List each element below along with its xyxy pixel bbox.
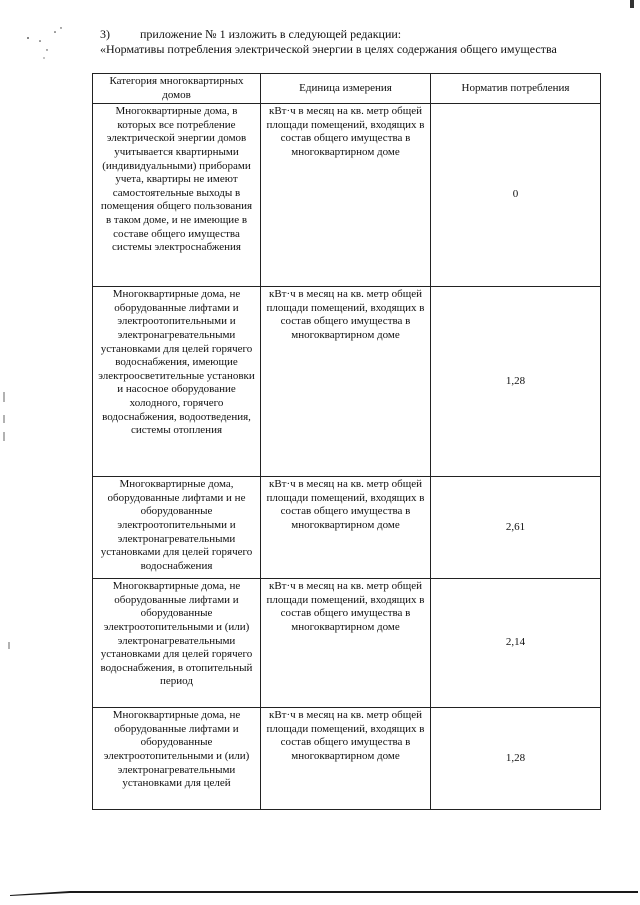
appendix-title-line: «Нормативы потребления электрической энергии в целях содержания общего имущества	[100, 42, 557, 56]
category-cell: Многоквартирные дома, не оборудованные лифтами и оборудованные электроотопительными и (или) электронагревательными установками для целей горячего водоснабжения, в отопительный период	[93, 579, 261, 708]
unit-cell: кВт·ч в месяц на кв. метр общей площади помещений, входящих в состав общего имущества в многоквартирном доме	[261, 287, 431, 477]
unit-cell: кВт·ч в месяц на кв. метр общей площади помещений, входящих в состав общего имущества в многоквартирном доме	[261, 477, 431, 579]
bottom-scan-edge	[10, 890, 638, 896]
norm-value-cell: 2,61	[431, 477, 601, 579]
norm-value-cell: 0	[431, 104, 601, 287]
scan-corner-mark	[630, 0, 634, 8]
category-cell: Многоквартирные дома, в которых все потребление электрической энергии домов учитывается квартирными (индивидуальными) приборами учета, квартиры не имеют самостоятельные выходы в помещения общего пользования в таком доме, и не имеющие в составе общего имущества системы электроснабжения	[93, 104, 261, 287]
category-cell: Многоквартирные дома, не оборудованные лифтами и оборудованные электроотопительными и (или) электронагревательными установками для целей	[93, 708, 261, 810]
category-cell: Многоквартирные дома, оборудованные лифтами и не оборудованные электроотопительными и электронагревательными установками для целей горячего водоснабжения	[93, 477, 261, 579]
scan-speck	[27, 37, 29, 39]
item-number: 3)	[100, 27, 110, 41]
scan-speck	[46, 49, 47, 50]
header-norm: Норматив потребления	[431, 74, 601, 104]
category-cell: Многоквартирные дома, не оборудованные лифтами и электроотопительными и электронагревательными установками для целей горячего водоснабжения, имеющие электроосветительные установки и насосное оборудование холодного, горячего водоснабжения, водоотведения, системы отопления	[93, 287, 261, 477]
scan-speck	[60, 27, 61, 28]
scan-speck	[39, 40, 41, 42]
header-unit: Единица измерения	[261, 74, 431, 104]
unit-cell: кВт·ч в месяц на кв. метр общей площади помещений, входящих в состав общего имущества в многоквартирном доме	[261, 104, 431, 287]
norm-value-cell: 2,14	[431, 579, 601, 708]
scan-speck	[43, 57, 44, 58]
norm-value-cell: 1,28	[431, 708, 601, 810]
header-category: Категория многоквартирных домов	[93, 74, 261, 104]
scan-speck	[54, 31, 56, 33]
item-text: приложение № 1 изложить в следующей редакции:	[140, 27, 402, 41]
bottom-edge-line	[10, 891, 638, 896]
unit-cell: кВт·ч в месяц на кв. метр общей площади помещений, входящих в состав общего имущества в многоквартирном доме	[261, 579, 431, 708]
unit-cell: кВт·ч в месяц на кв. метр общей площади помещений, входящих в состав общего имущества в многоквартирном доме	[261, 708, 431, 810]
norm-value-cell: 1,28	[431, 287, 601, 477]
